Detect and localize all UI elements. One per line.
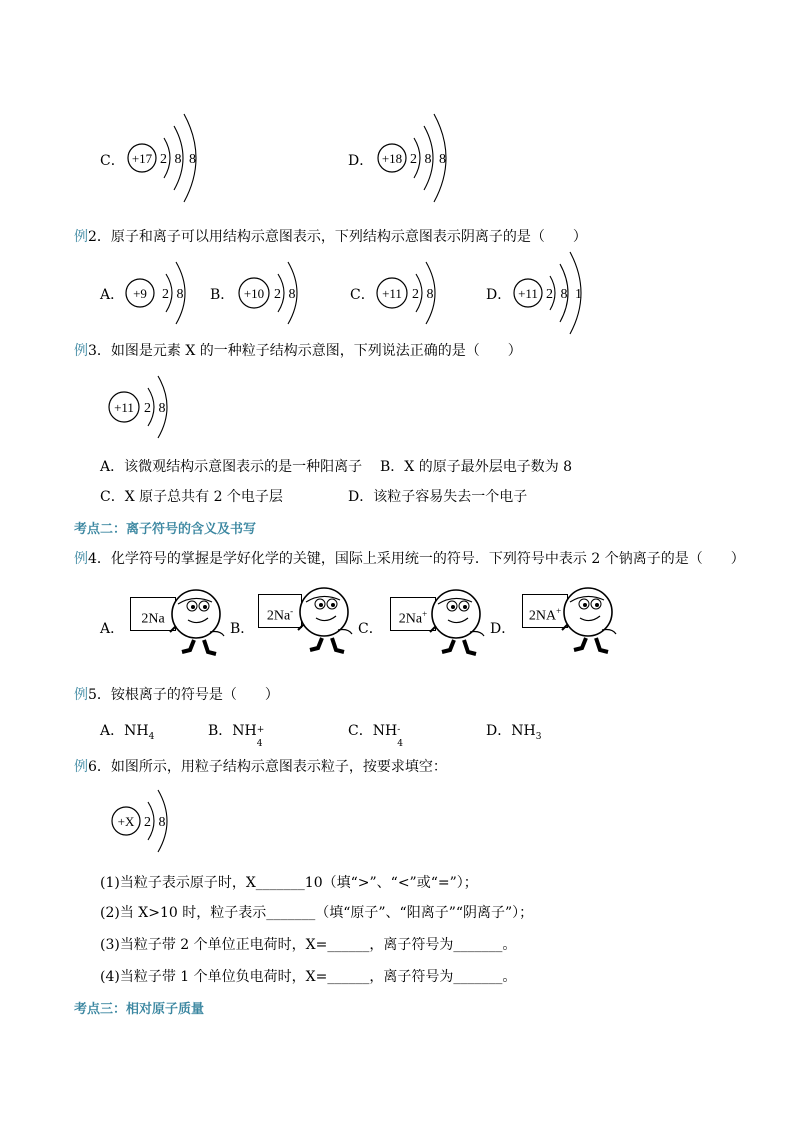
formula-base: NH (511, 723, 536, 739)
q4-option-b-cartoon (292, 584, 362, 658)
q4-option-d-label: D． (490, 621, 516, 637)
sign-text: 2Na (141, 611, 165, 627)
q3-option-d: D．该粒子容易失去一个电子 (348, 489, 528, 505)
q3-option-c: C．X 原子总共有 2 个电子层 (100, 489, 283, 505)
q2-option-b-label: B． (210, 287, 235, 303)
q5-option-c (348, 720, 405, 749)
q3-number: 3 (88, 343, 97, 359)
q1-option-c-label: C． (100, 153, 125, 169)
formula-subscript: 4 (256, 739, 263, 749)
q6-question (74, 756, 447, 776)
q5-option-d (486, 720, 541, 742)
q1-option-c-diagram (124, 110, 224, 205)
shell-numbers: 2 8 (412, 287, 436, 302)
shell-numbers: 2 8 (274, 287, 298, 302)
option-label: C． (348, 723, 373, 739)
option-label: A． (100, 723, 125, 739)
q4-option-c-label: C． (358, 621, 383, 637)
q6-prefix: 例 (74, 759, 88, 775)
q3-prefix: 例 (74, 343, 88, 359)
sign-text: 2Na (266, 608, 291, 624)
q4-option-a-label: A． (100, 621, 125, 637)
q1-option-d-diagram (374, 110, 474, 205)
q5-question (74, 684, 279, 704)
nucleus-label: +18 (381, 151, 403, 166)
sign-text: 2Na (398, 611, 423, 627)
shell-numbers: 2 8 8 (160, 152, 198, 167)
q4-option-a-cartoon (164, 586, 234, 660)
q4-question (74, 548, 745, 568)
q6-figure-diagram (108, 786, 188, 856)
formula-base: NH (232, 723, 257, 739)
q3-figure-diagram (104, 372, 184, 442)
q2-number: 2 (88, 229, 97, 245)
q3-option-b: B．X 的原子最外层电子数为 8 (380, 459, 573, 475)
q5-prefix: 例 (74, 687, 88, 703)
q2-option-a-label: A． (100, 287, 125, 303)
option-label: D． (486, 723, 512, 739)
q2-prefix: 例 (74, 229, 88, 245)
q6-number: 6 (88, 759, 97, 775)
formula-subscript: 4 (148, 731, 155, 742)
q2-option-d-label: D． (486, 287, 512, 303)
section-heading-2: 考点二：离子符号的含义及书写 (74, 522, 257, 537)
shell-numbers: 2 8 1 (546, 287, 584, 302)
sign-charge: - (290, 606, 294, 616)
nucleus-label: +9 (133, 286, 147, 301)
sign-charge: + (556, 606, 562, 616)
q1-option-d-label: D． (348, 153, 374, 169)
formula-base: NH (372, 723, 398, 739)
q5-text: ．铵根离子的符号是（ ） (96, 687, 279, 703)
q2-question (74, 226, 587, 246)
q2-option-c-label: C． (350, 287, 375, 303)
q2-option-b-diagram (234, 258, 314, 328)
q6-text: ．如图所示，用粒子结构示意图表示粒子，按要求填空： (96, 759, 447, 775)
q6-sub-question-3: (3)当粒子带 2 个单位正电荷时，X=______，离子符号为_______。 (100, 937, 517, 953)
q2-option-d-diagram (508, 250, 598, 335)
q2-text: ．原子和离子可以用结构示意图表示，下列结构示意图表示阴离子的是（ ） (96, 229, 587, 245)
q4-text: ．化学符号的掌握是学好化学的关键，国际上采用统一的符号．下列符号中表示 2 个钠离子的是（ ） (96, 551, 745, 567)
q3-text: ．如图是元素 X 的一种粒子结构示意图，下列说法正确的是（ ） (96, 343, 522, 359)
q6-sub-question-4: (4)当粒子带 1 个单位负电荷时，X=______，离子符号为_______。 (100, 969, 517, 985)
q4-prefix: 例 (74, 551, 88, 567)
formula-subscript: 3 (535, 731, 542, 742)
nucleus-label: +X (117, 814, 135, 829)
q3-question (74, 340, 522, 360)
shell-numbers: 2 8 (162, 287, 186, 302)
q5-option-a (100, 720, 154, 742)
formula-base: NH (124, 723, 149, 739)
q2-option-a-diagram (122, 258, 202, 328)
q4-option-b-label: B． (230, 621, 255, 637)
q4-option-d-cartoon (556, 584, 626, 658)
nucleus-label: +11 (114, 400, 134, 415)
q2-option-c-diagram (372, 258, 452, 328)
shell-numbers: 2 8 (144, 401, 168, 416)
formula-charge: + (256, 725, 265, 735)
formula-subscript: 4 (397, 739, 403, 749)
q6-sub-question-2: (2)当 X>10 时，粒子表示_______（填“原子”、“阳离子”“阴离子”）； (100, 905, 534, 921)
sign-charge: + (422, 609, 428, 619)
q4-number: 4 (88, 551, 97, 567)
q6-sub-question-1: (1)当粒子表示原子时，X_______10（填“>”、“<”或“=”）； (100, 875, 478, 891)
nucleus-label: +17 (131, 151, 153, 166)
option-label: B． (208, 723, 233, 739)
shell-numbers: 2 8 8 (410, 152, 448, 167)
sign-text: 2NA (528, 608, 557, 624)
section-heading-3: 考点三：相对原子质量 (74, 1002, 205, 1017)
shell-numbers: 2 8 (144, 815, 168, 830)
formula-charge: - (397, 725, 401, 735)
q4-option-c-cartoon (424, 586, 494, 660)
nucleus-label: +11 (382, 286, 402, 301)
nucleus-label: +10 (243, 286, 265, 301)
q5-option-b (208, 720, 265, 749)
nucleus-label: +11 (518, 286, 538, 301)
q3-option-a: A．该微观结构示意图表示的是一种阳离子 (100, 459, 363, 475)
q5-number: 5 (88, 687, 97, 703)
